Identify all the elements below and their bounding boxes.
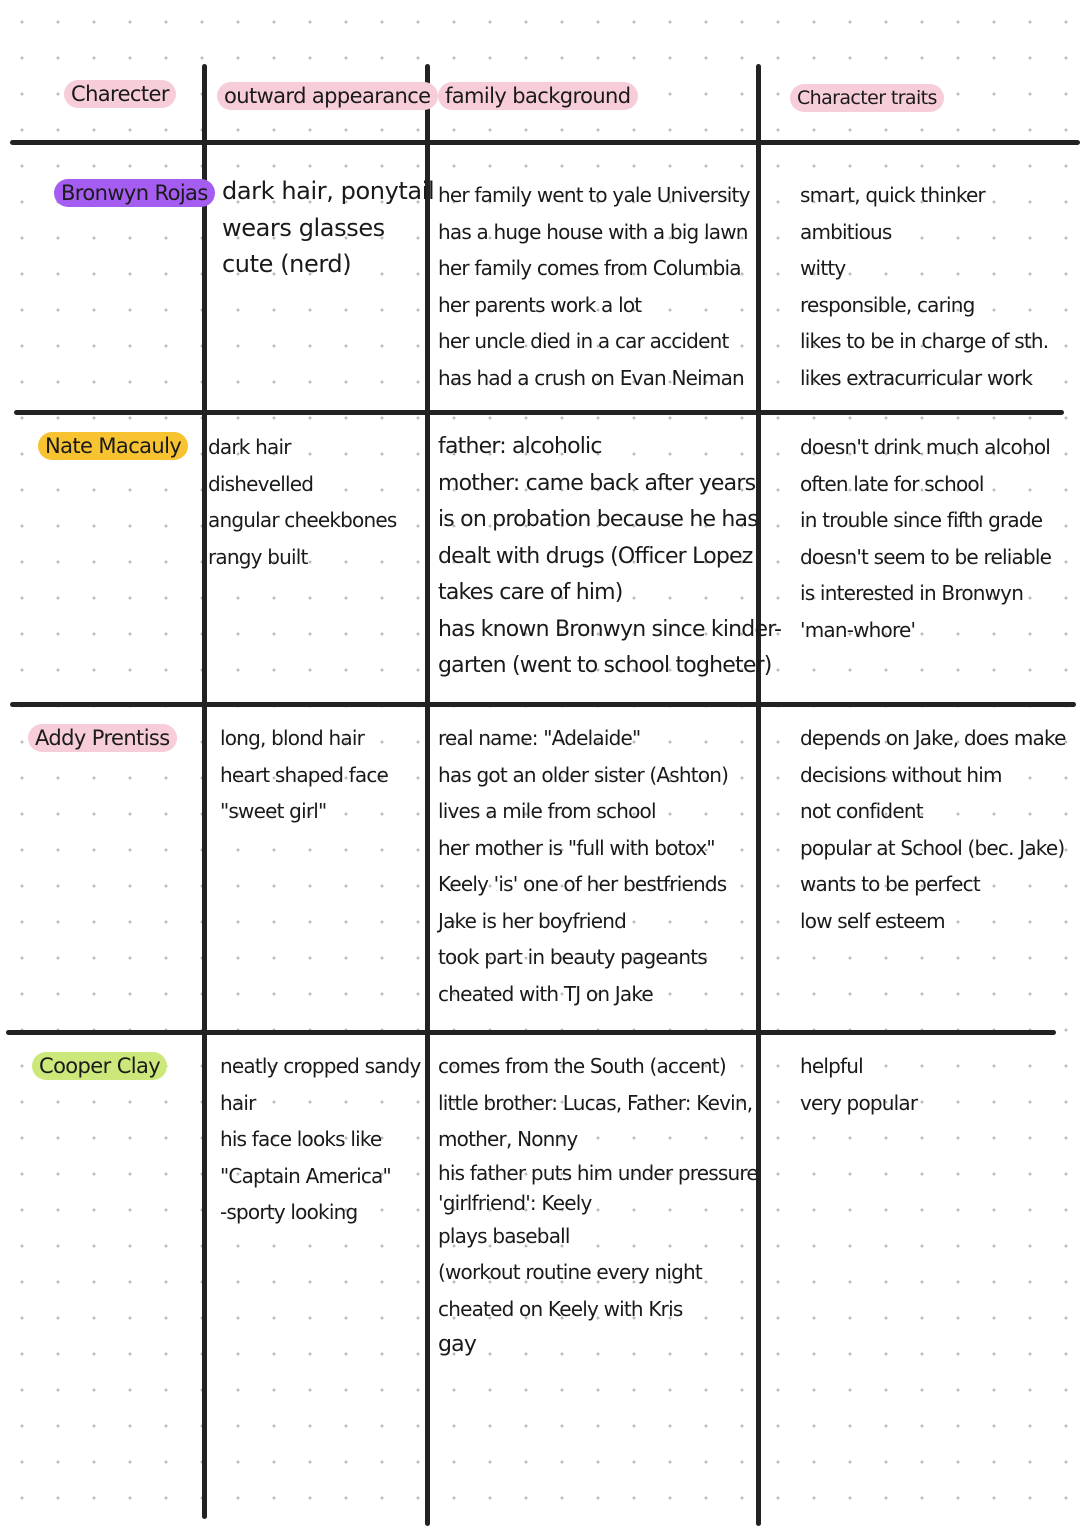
list-item: Jake is her boyfriend — [438, 908, 627, 933]
list-item: depends on Jake, does make — [800, 726, 1066, 750]
list-item: her family comes from Columbia — [438, 256, 741, 280]
list-item: has had a crush on Evan Neiman — [438, 365, 744, 390]
list-item: "Captain America" — [220, 1163, 391, 1188]
list-item: "sweet girl" — [220, 799, 327, 823]
list-item: likes extracurricular work — [800, 365, 1033, 390]
list-item: cheated with TJ on Jake — [438, 981, 653, 1006]
list-item: real name: "Adelaide" — [438, 726, 641, 750]
character-name-nate: Nate Macauly — [38, 432, 188, 460]
list-item: his father puts him under pressure — [438, 1160, 758, 1185]
list-item: doesn't seem to be reliable — [800, 544, 1052, 569]
header-outward-appearance: outward appearance — [217, 82, 438, 110]
character-name-cooper: Cooper Clay — [32, 1052, 167, 1080]
table-horizontal-line — [6, 1030, 1056, 1035]
list-item: garten (went to school togheter) — [438, 653, 772, 678]
list-item: responsible, caring — [800, 292, 975, 317]
list-item: her parents work a lot — [438, 292, 642, 317]
list-item: low self esteem — [800, 908, 945, 933]
list-item: comes from the South (accent) — [438, 1054, 726, 1078]
list-item: cute (nerd) — [222, 250, 352, 278]
family-cell-cooper — [438, 1048, 758, 1364]
list-item: little brother: Lucas, Father: Kevin, — [438, 1090, 753, 1115]
list-item: witty — [800, 256, 846, 280]
list-item: neatly cropped sandy — [220, 1054, 421, 1078]
list-item: father: alcoholic — [438, 434, 602, 459]
header-character-traits: Character traits — [790, 84, 944, 112]
list-item: 'girlfriend': Keely — [438, 1190, 592, 1215]
traits-cell-addy — [800, 720, 1066, 939]
traits-cell-nate — [800, 429, 1051, 648]
list-item: has got an older sister (Ashton) — [438, 762, 729, 787]
list-item: Keely 'is' one of her bestfriends — [438, 872, 727, 896]
list-item: dishevelled — [208, 471, 314, 496]
list-item: gay — [438, 1332, 477, 1357]
list-item: doesn't drink much alcohol — [800, 435, 1051, 459]
appearance-cell-addy — [220, 720, 388, 830]
traits-cell-cooper — [800, 1048, 917, 1121]
list-item: not confident — [800, 799, 923, 823]
list-item: decisions without him — [800, 762, 1002, 787]
list-item: -sporty looking — [220, 1200, 358, 1224]
list-item: ambitious — [800, 219, 892, 244]
list-item: mother: came back after years — [438, 470, 756, 496]
header-character: Charecter — [64, 80, 176, 108]
character-name-addy: Addy Prentiss — [28, 724, 177, 752]
list-item: smart, quick thinker — [800, 183, 985, 207]
list-item: dark hair, ponytail — [222, 177, 435, 205]
list-item: hair — [220, 1090, 256, 1115]
family-cell-addy — [438, 720, 728, 1012]
list-item: plays baseball — [438, 1223, 570, 1248]
list-item: his face looks like — [220, 1127, 382, 1151]
list-item: her family went to yale University — [438, 183, 750, 207]
list-item: has a huge house with a big lawn — [438, 219, 748, 244]
list-item: often late for school — [800, 471, 984, 496]
list-item: helpful — [800, 1054, 863, 1078]
list-item: cheated on Keely with Kris — [438, 1296, 683, 1321]
list-item: likes to be in charge of sth. — [800, 329, 1049, 353]
list-item: heart shaped face — [220, 762, 389, 787]
family-cell-nate — [438, 429, 781, 685]
appearance-cell-cooper — [220, 1048, 420, 1231]
list-item: her uncle died in a car accident — [438, 329, 729, 353]
appearance-cell-nate — [208, 429, 397, 575]
list-item: is interested in Bronwyn — [800, 581, 1024, 605]
table-horizontal-line — [10, 140, 1080, 145]
list-item: very popular — [800, 1090, 918, 1115]
list-item: her mother is "full with botox" — [438, 835, 715, 860]
header-family-background: family background — [438, 82, 638, 110]
family-cell-bronwyn — [438, 177, 750, 396]
list-item: angular cheekbones — [208, 508, 397, 532]
list-item: (workout routine every night — [438, 1260, 702, 1284]
list-item: has known Bronwyn since kinder- — [438, 616, 782, 642]
list-item: rangy built — [208, 544, 308, 569]
list-item: long, blond hair — [220, 726, 365, 750]
list-item: took part in beauty pageants — [438, 945, 707, 969]
list-item: wears glasses — [222, 213, 385, 242]
list-item: takes care of him) — [438, 580, 623, 605]
traits-cell-bronwyn — [800, 177, 1048, 396]
table-horizontal-line — [14, 410, 1064, 415]
list-item: wants to be perfect — [800, 872, 980, 896]
list-item: dealt with drugs (Officer Lopez — [438, 543, 753, 569]
list-item: is on probation because he has — [438, 507, 758, 532]
table-horizontal-line — [10, 702, 1076, 707]
appearance-cell-bronwyn — [222, 173, 434, 283]
list-item: dark hair — [208, 435, 291, 459]
list-item: in trouble since fifth grade — [800, 508, 1043, 532]
list-item: lives a mile from school — [438, 799, 656, 823]
list-item: 'man-whore' — [800, 617, 916, 642]
list-item: popular at School (bec. Jake) — [800, 835, 1065, 860]
table-vertical-line — [202, 64, 207, 1519]
character-name-bronwyn: Bronwyn Rojas — [54, 179, 215, 207]
table-vertical-line — [425, 64, 430, 1526]
list-item: mother, Nonny — [438, 1127, 578, 1151]
